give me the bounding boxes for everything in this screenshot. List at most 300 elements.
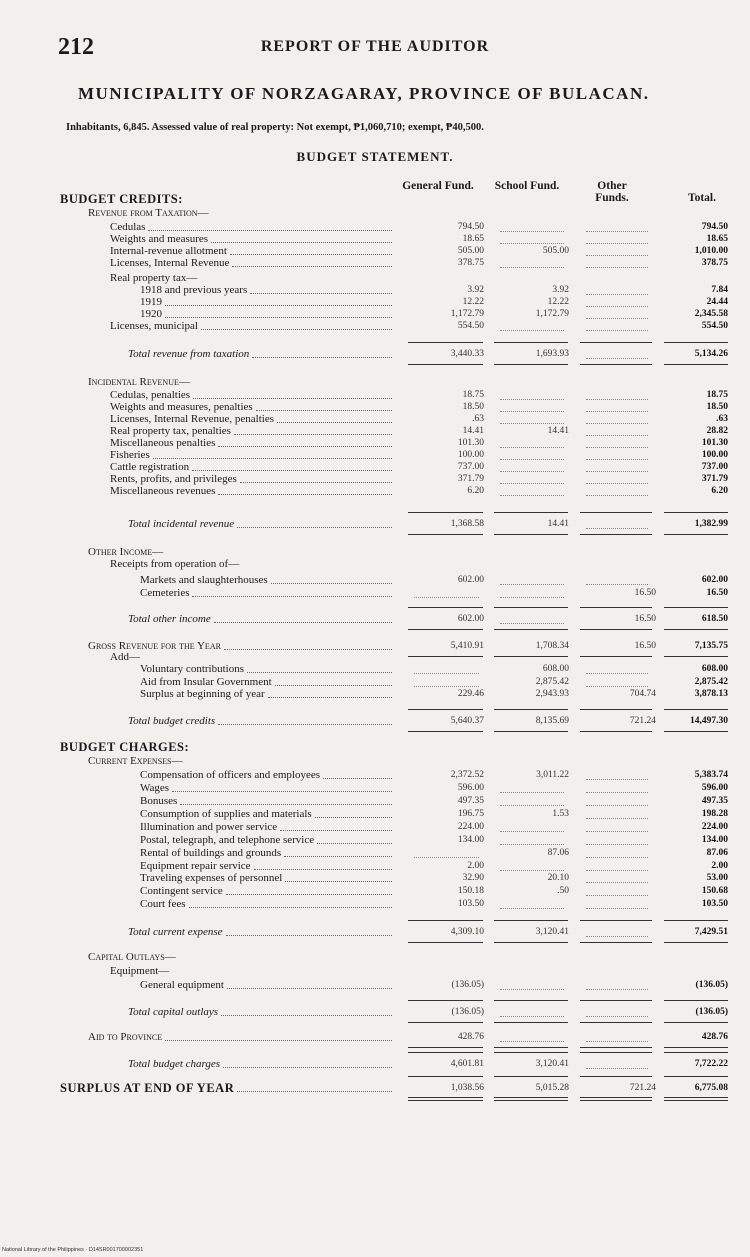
table-row [0, 860, 750, 872]
table-row [0, 755, 750, 767]
leader-dots [254, 869, 392, 870]
amount-total: 101.30 [701, 438, 728, 448]
row-label: Wages [140, 782, 170, 794]
municipality-title: MUNICIPALITY OF NORZAGARAY, PROVINCE OF BULACAN. [78, 84, 650, 103]
amount-general: 1,172.79 [450, 309, 484, 319]
table-row [0, 272, 750, 284]
leader-dots [280, 830, 392, 831]
amount-general: 602.00 [457, 614, 484, 624]
total-rule [494, 1076, 568, 1077]
leader-dots [284, 856, 392, 857]
table-row [0, 348, 750, 360]
amount-general: 602.00 [457, 575, 484, 585]
total-rule [664, 512, 728, 513]
empty-cell-dots [586, 306, 648, 307]
amount-general: .63 [472, 414, 484, 424]
row-label: Current Expenses— [88, 755, 183, 767]
amount-total: 794.50 [701, 222, 728, 232]
total-rule [408, 1000, 483, 1001]
table-row [0, 320, 750, 332]
amount-total: 100.00 [701, 450, 728, 460]
amount-total: 554.50 [701, 321, 728, 331]
amount-total: 7.84 [711, 285, 728, 295]
total-rule [494, 534, 568, 535]
leader-dots [218, 494, 392, 495]
amount-other: 16.50 [634, 614, 656, 624]
table-row [0, 1006, 750, 1018]
amount-general: 596.00 [457, 783, 484, 793]
amount-other: 704.74 [629, 689, 656, 699]
amount-general: 101.30 [457, 438, 484, 448]
row-label: Total other income [128, 613, 211, 625]
amount-general: 229.46 [457, 689, 484, 699]
amount-total: 428.76 [701, 1032, 728, 1042]
row-label: 1918 and previous years [140, 284, 248, 296]
table-row [0, 257, 750, 269]
total-rule [580, 607, 652, 608]
leader-dots [237, 527, 392, 528]
leader-dots [271, 583, 392, 584]
amount-total: 6.20 [711, 486, 728, 496]
leader-dots [201, 329, 392, 330]
empty-cell-dots [586, 844, 648, 845]
leader-dots [214, 622, 392, 623]
amount-total: 24.44 [706, 297, 728, 307]
total-rule [664, 1097, 728, 1101]
col-total: Total. [687, 192, 716, 204]
table-row [0, 688, 750, 700]
empty-cell-dots [586, 495, 648, 496]
leader-dots [277, 422, 392, 423]
total-rule [664, 1052, 728, 1053]
empty-cell-dots [414, 673, 479, 674]
empty-cell-dots [586, 779, 648, 780]
amount-general: 196.75 [457, 809, 484, 819]
amount-general: 14.41 [462, 426, 484, 436]
amount-total: 7,429.51 [694, 927, 728, 937]
table-row [0, 473, 750, 485]
page-number: 212 [58, 34, 94, 60]
table-row [0, 518, 750, 530]
leader-dots [218, 446, 392, 447]
table-row [0, 808, 750, 820]
empty-cell-dots [500, 623, 564, 624]
total-rule [494, 1097, 568, 1101]
table-row [0, 193, 750, 205]
row-label: Total current expense [128, 926, 223, 938]
row-label: Total capital outlays [128, 1006, 219, 1018]
amount-general: 554.50 [457, 321, 484, 331]
total-rule [408, 534, 483, 535]
amount-total: 198.28 [701, 809, 728, 819]
amount-total: 14,497.30 [690, 716, 728, 726]
table-row [0, 951, 750, 963]
empty-cell-dots [586, 411, 648, 412]
amount-general: 6.20 [467, 486, 484, 496]
row-label: Miscellaneous revenues [110, 485, 216, 497]
empty-cell-dots [586, 459, 648, 460]
amount-general: 103.50 [457, 899, 484, 909]
empty-cell-dots [586, 294, 648, 295]
row-label: Add— [110, 651, 140, 663]
row-label: Court fees [140, 898, 186, 910]
amount-general: (136.05) [451, 980, 484, 990]
leader-dots [165, 317, 392, 318]
total-rule [664, 364, 728, 365]
amount-general: 794.50 [457, 222, 484, 232]
leader-dots [226, 935, 392, 936]
table-row [0, 651, 750, 663]
table-row [0, 308, 750, 320]
amount-general: 5,640.37 [450, 716, 484, 726]
row-label: 1920 [140, 308, 162, 320]
total-rule [408, 629, 483, 630]
row-label: Aid from Insular Government [140, 676, 272, 688]
row-label: Licenses, Internal Revenue, penalties [110, 413, 275, 425]
amount-general: 737.00 [457, 462, 484, 472]
amount-school: 3,011.22 [536, 770, 569, 780]
table-row [0, 1058, 750, 1070]
amount-total: 497.35 [701, 796, 728, 806]
total-rule [408, 607, 483, 608]
row-label: Rents, profits, and privileges [110, 473, 237, 485]
amount-general: 378.75 [457, 258, 484, 268]
leader-dots [252, 357, 392, 358]
table-row [0, 1031, 750, 1043]
row-label: 1919 [140, 296, 162, 308]
leader-dots [323, 778, 392, 779]
empty-cell-dots [586, 686, 648, 687]
table-row [0, 389, 750, 401]
row-label: Voluntary contributions [140, 663, 244, 675]
leader-dots [232, 266, 392, 267]
total-rule [494, 342, 568, 343]
amount-school: 14.41 [547, 426, 569, 436]
amount-total: 53.00 [706, 873, 728, 883]
amount-total: 150.68 [701, 886, 728, 896]
total-rule [494, 1000, 568, 1001]
row-label: Weights and measures, penalties [110, 401, 253, 413]
table-row [0, 245, 750, 257]
leader-dots [165, 305, 392, 306]
empty-cell-dots [586, 895, 648, 896]
amount-total: 16.50 [706, 588, 728, 598]
table-row [0, 461, 750, 473]
total-rule [494, 920, 568, 921]
table-row [0, 898, 750, 910]
running-head: REPORT OF THE AUDITOR [260, 38, 490, 55]
empty-cell-dots [500, 243, 564, 244]
empty-cell-dots [586, 882, 648, 883]
total-rule [580, 709, 652, 710]
amount-other: 721.24 [629, 716, 656, 726]
total-rule [664, 1047, 728, 1048]
table-row [0, 613, 750, 625]
table-row [0, 872, 750, 884]
amount-school: 1,172.79 [535, 309, 569, 319]
empty-cell-dots [586, 989, 648, 990]
table-row [0, 449, 750, 461]
empty-cell-dots [500, 411, 564, 412]
total-rule [580, 629, 652, 630]
total-rule [580, 1076, 652, 1077]
empty-cell-dots [586, 447, 648, 448]
amount-total: 103.50 [701, 899, 728, 909]
empty-cell-dots [586, 471, 648, 472]
table-row [0, 587, 750, 599]
empty-cell-dots [500, 483, 564, 484]
empty-cell-dots [586, 870, 648, 871]
total-rule [664, 920, 728, 921]
empty-cell-dots [586, 936, 648, 937]
total-rule [494, 942, 568, 943]
leader-dots [221, 1015, 392, 1016]
amount-general: 505.00 [457, 246, 484, 256]
amount-general: 1,038.56 [450, 1083, 484, 1093]
amount-school: 5,015.28 [535, 1083, 569, 1093]
total-rule [580, 1000, 652, 1001]
table-row [0, 376, 750, 388]
table-row [0, 221, 750, 233]
col-general-fund: General Fund. [402, 180, 474, 192]
amount-total: 6,775.08 [694, 1083, 728, 1093]
row-label: BUDGET CHARGES: [60, 740, 190, 754]
amount-total: 737.00 [701, 462, 728, 472]
table-row [0, 715, 750, 727]
empty-cell-dots [586, 673, 648, 674]
table-row [0, 485, 750, 497]
total-rule [408, 512, 483, 513]
total-rule [408, 342, 483, 343]
empty-cell-dots [500, 231, 564, 232]
amount-general: 4,309.10 [450, 927, 484, 937]
table-row [0, 296, 750, 308]
empty-cell-dots [500, 459, 564, 460]
empty-cell-dots [500, 831, 564, 832]
total-rule [494, 1052, 568, 1053]
amount-school: 3,120.41 [535, 1059, 569, 1069]
amount-general: 150.18 [457, 886, 484, 896]
amount-total: 7,722.22 [694, 1059, 728, 1069]
empty-cell-dots [586, 1016, 648, 1017]
row-label: Internal-revenue allotment [110, 245, 227, 257]
total-rule [494, 709, 568, 710]
total-rule [580, 1047, 652, 1048]
total-rule [664, 1022, 728, 1023]
table-row [0, 233, 750, 245]
col-other-funds: Other Funds. [595, 180, 629, 204]
table-row [0, 885, 750, 897]
row-label: Bonuses [140, 795, 178, 807]
amount-total: 602.00 [701, 575, 728, 585]
table-row [0, 847, 750, 859]
amount-total: 2,345.58 [694, 309, 728, 319]
row-label: Cattle registration [110, 461, 190, 473]
amount-general: 4,601.81 [450, 1059, 484, 1069]
empty-cell-dots [414, 686, 479, 687]
amount-total: 2,875.42 [694, 677, 728, 687]
empty-cell-dots [500, 805, 564, 806]
amount-general: 2,372.52 [450, 770, 484, 780]
amount-general: 18.75 [462, 390, 484, 400]
statement-title: BUDGET STATEMENT. [296, 149, 454, 164]
total-rule [664, 1076, 728, 1077]
total-rule [580, 920, 652, 921]
amount-school: 1,708.34 [535, 641, 569, 651]
empty-cell-dots [500, 584, 564, 585]
empty-cell-dots [586, 358, 648, 359]
empty-cell-dots [586, 318, 648, 319]
empty-cell-dots [500, 447, 564, 448]
empty-cell-dots [586, 584, 648, 585]
amount-total: 608.00 [701, 664, 728, 674]
amount-general: 18.50 [462, 402, 484, 412]
empty-cell-dots [500, 1041, 564, 1042]
amount-total: 618.50 [701, 614, 728, 624]
amount-general: 2.00 [467, 861, 484, 871]
total-rule [580, 1097, 652, 1101]
empty-cell-dots [500, 844, 564, 845]
leader-dots [268, 697, 392, 698]
leader-dots [148, 230, 392, 231]
amount-school: 8,135.69 [535, 716, 569, 726]
empty-cell-dots [586, 908, 648, 909]
empty-cell-dots [586, 255, 648, 256]
table-row [0, 965, 750, 977]
amount-school: 1,693.93 [535, 349, 569, 359]
total-rule [580, 942, 652, 943]
table-row [0, 663, 750, 675]
amount-school: 3,120.41 [535, 927, 569, 937]
empty-cell-dots [500, 792, 564, 793]
amount-general: 32.90 [462, 873, 484, 883]
table-row [0, 676, 750, 688]
row-label: Weights and measures [110, 233, 209, 245]
amount-school: 1.53 [552, 809, 569, 819]
total-rule [494, 364, 568, 365]
total-rule [408, 1022, 483, 1023]
amount-school: 20.10 [547, 873, 569, 883]
table-row [0, 979, 750, 991]
empty-cell-dots [586, 231, 648, 232]
empty-cell-dots [500, 423, 564, 424]
total-rule [408, 364, 483, 365]
amount-total: 596.00 [701, 783, 728, 793]
empty-cell-dots [586, 1068, 648, 1069]
table-row [0, 401, 750, 413]
amount-school: 505.00 [542, 246, 569, 256]
row-label: Compensation of officers and employees [140, 769, 321, 781]
total-rule [580, 364, 652, 365]
leader-dots [250, 293, 392, 294]
leader-dots [317, 843, 392, 844]
table-row [0, 834, 750, 846]
leader-dots [230, 254, 392, 255]
table-row [0, 425, 750, 437]
empty-cell-dots [586, 243, 648, 244]
empty-cell-dots [586, 831, 648, 832]
leader-dots [237, 1091, 392, 1092]
empty-cell-dots [586, 528, 648, 529]
leader-dots [240, 482, 392, 483]
amount-general: 12.22 [462, 297, 484, 307]
leader-dots [256, 410, 392, 411]
row-label: Surplus at beginning of year [140, 688, 265, 700]
total-rule [494, 1047, 568, 1048]
amount-total: 371.79 [701, 474, 728, 484]
amount-total: .63 [716, 414, 728, 424]
row-label: Markets and slaughterhouses [140, 574, 268, 586]
leader-dots [285, 881, 392, 882]
total-rule [664, 629, 728, 630]
table-row [0, 769, 750, 781]
total-rule [408, 1052, 483, 1053]
leader-dots [218, 724, 392, 725]
total-rule [408, 1097, 483, 1101]
amount-general: 497.35 [457, 796, 484, 806]
amount-total: 3,878.13 [694, 689, 728, 699]
amount-total: 224.00 [701, 822, 728, 832]
amount-general: 134.00 [457, 835, 484, 845]
total-rule [494, 607, 568, 608]
row-label: Real property tax— [110, 272, 198, 284]
row-label: Equipment— [110, 965, 170, 977]
leader-dots [234, 434, 392, 435]
empty-cell-dots [500, 471, 564, 472]
amount-general: 224.00 [457, 822, 484, 832]
row-label: Licenses, municipal [110, 320, 198, 332]
total-rule [580, 342, 652, 343]
amount-general: 100.00 [457, 450, 484, 460]
leader-dots [189, 907, 392, 908]
row-label: Rental of buildings and grounds [140, 847, 282, 859]
footer-stamp: National Library of the Philippines · D14SR001700002351 [2, 1247, 144, 1253]
amount-total: 7,135.75 [694, 641, 728, 651]
empty-cell-dots [586, 857, 648, 858]
amount-school: 14.41 [547, 519, 569, 529]
leader-dots [153, 458, 392, 459]
leader-dots [223, 1067, 392, 1068]
leader-dots [180, 804, 392, 805]
empty-cell-dots [586, 435, 648, 436]
total-rule [408, 1047, 483, 1048]
empty-cell-dots [500, 495, 564, 496]
total-rule [664, 342, 728, 343]
empty-cell-dots [500, 908, 564, 909]
total-rule [580, 512, 652, 513]
row-label: Incidental Revenue— [88, 376, 190, 388]
amount-total: 1,010.00 [694, 246, 728, 256]
row-label: Miscellaneous penalties [110, 437, 216, 449]
amount-total: 5,383.74 [694, 770, 728, 780]
amount-total: (136.05) [695, 980, 728, 990]
amount-total: 87.06 [706, 848, 728, 858]
table-row [0, 821, 750, 833]
total-rule [494, 512, 568, 513]
leader-dots [192, 470, 392, 471]
amount-general: 5,410.91 [450, 641, 484, 651]
empty-cell-dots [500, 870, 564, 871]
total-rule [408, 920, 483, 921]
table-row [0, 782, 750, 794]
amount-general: 1,368.58 [450, 519, 484, 529]
amount-total: 134.00 [701, 835, 728, 845]
leader-dots [315, 817, 392, 818]
total-rule [580, 534, 652, 535]
row-label: Revenue from Taxation— [88, 207, 209, 219]
empty-cell-dots [500, 399, 564, 400]
table-row [0, 207, 750, 219]
